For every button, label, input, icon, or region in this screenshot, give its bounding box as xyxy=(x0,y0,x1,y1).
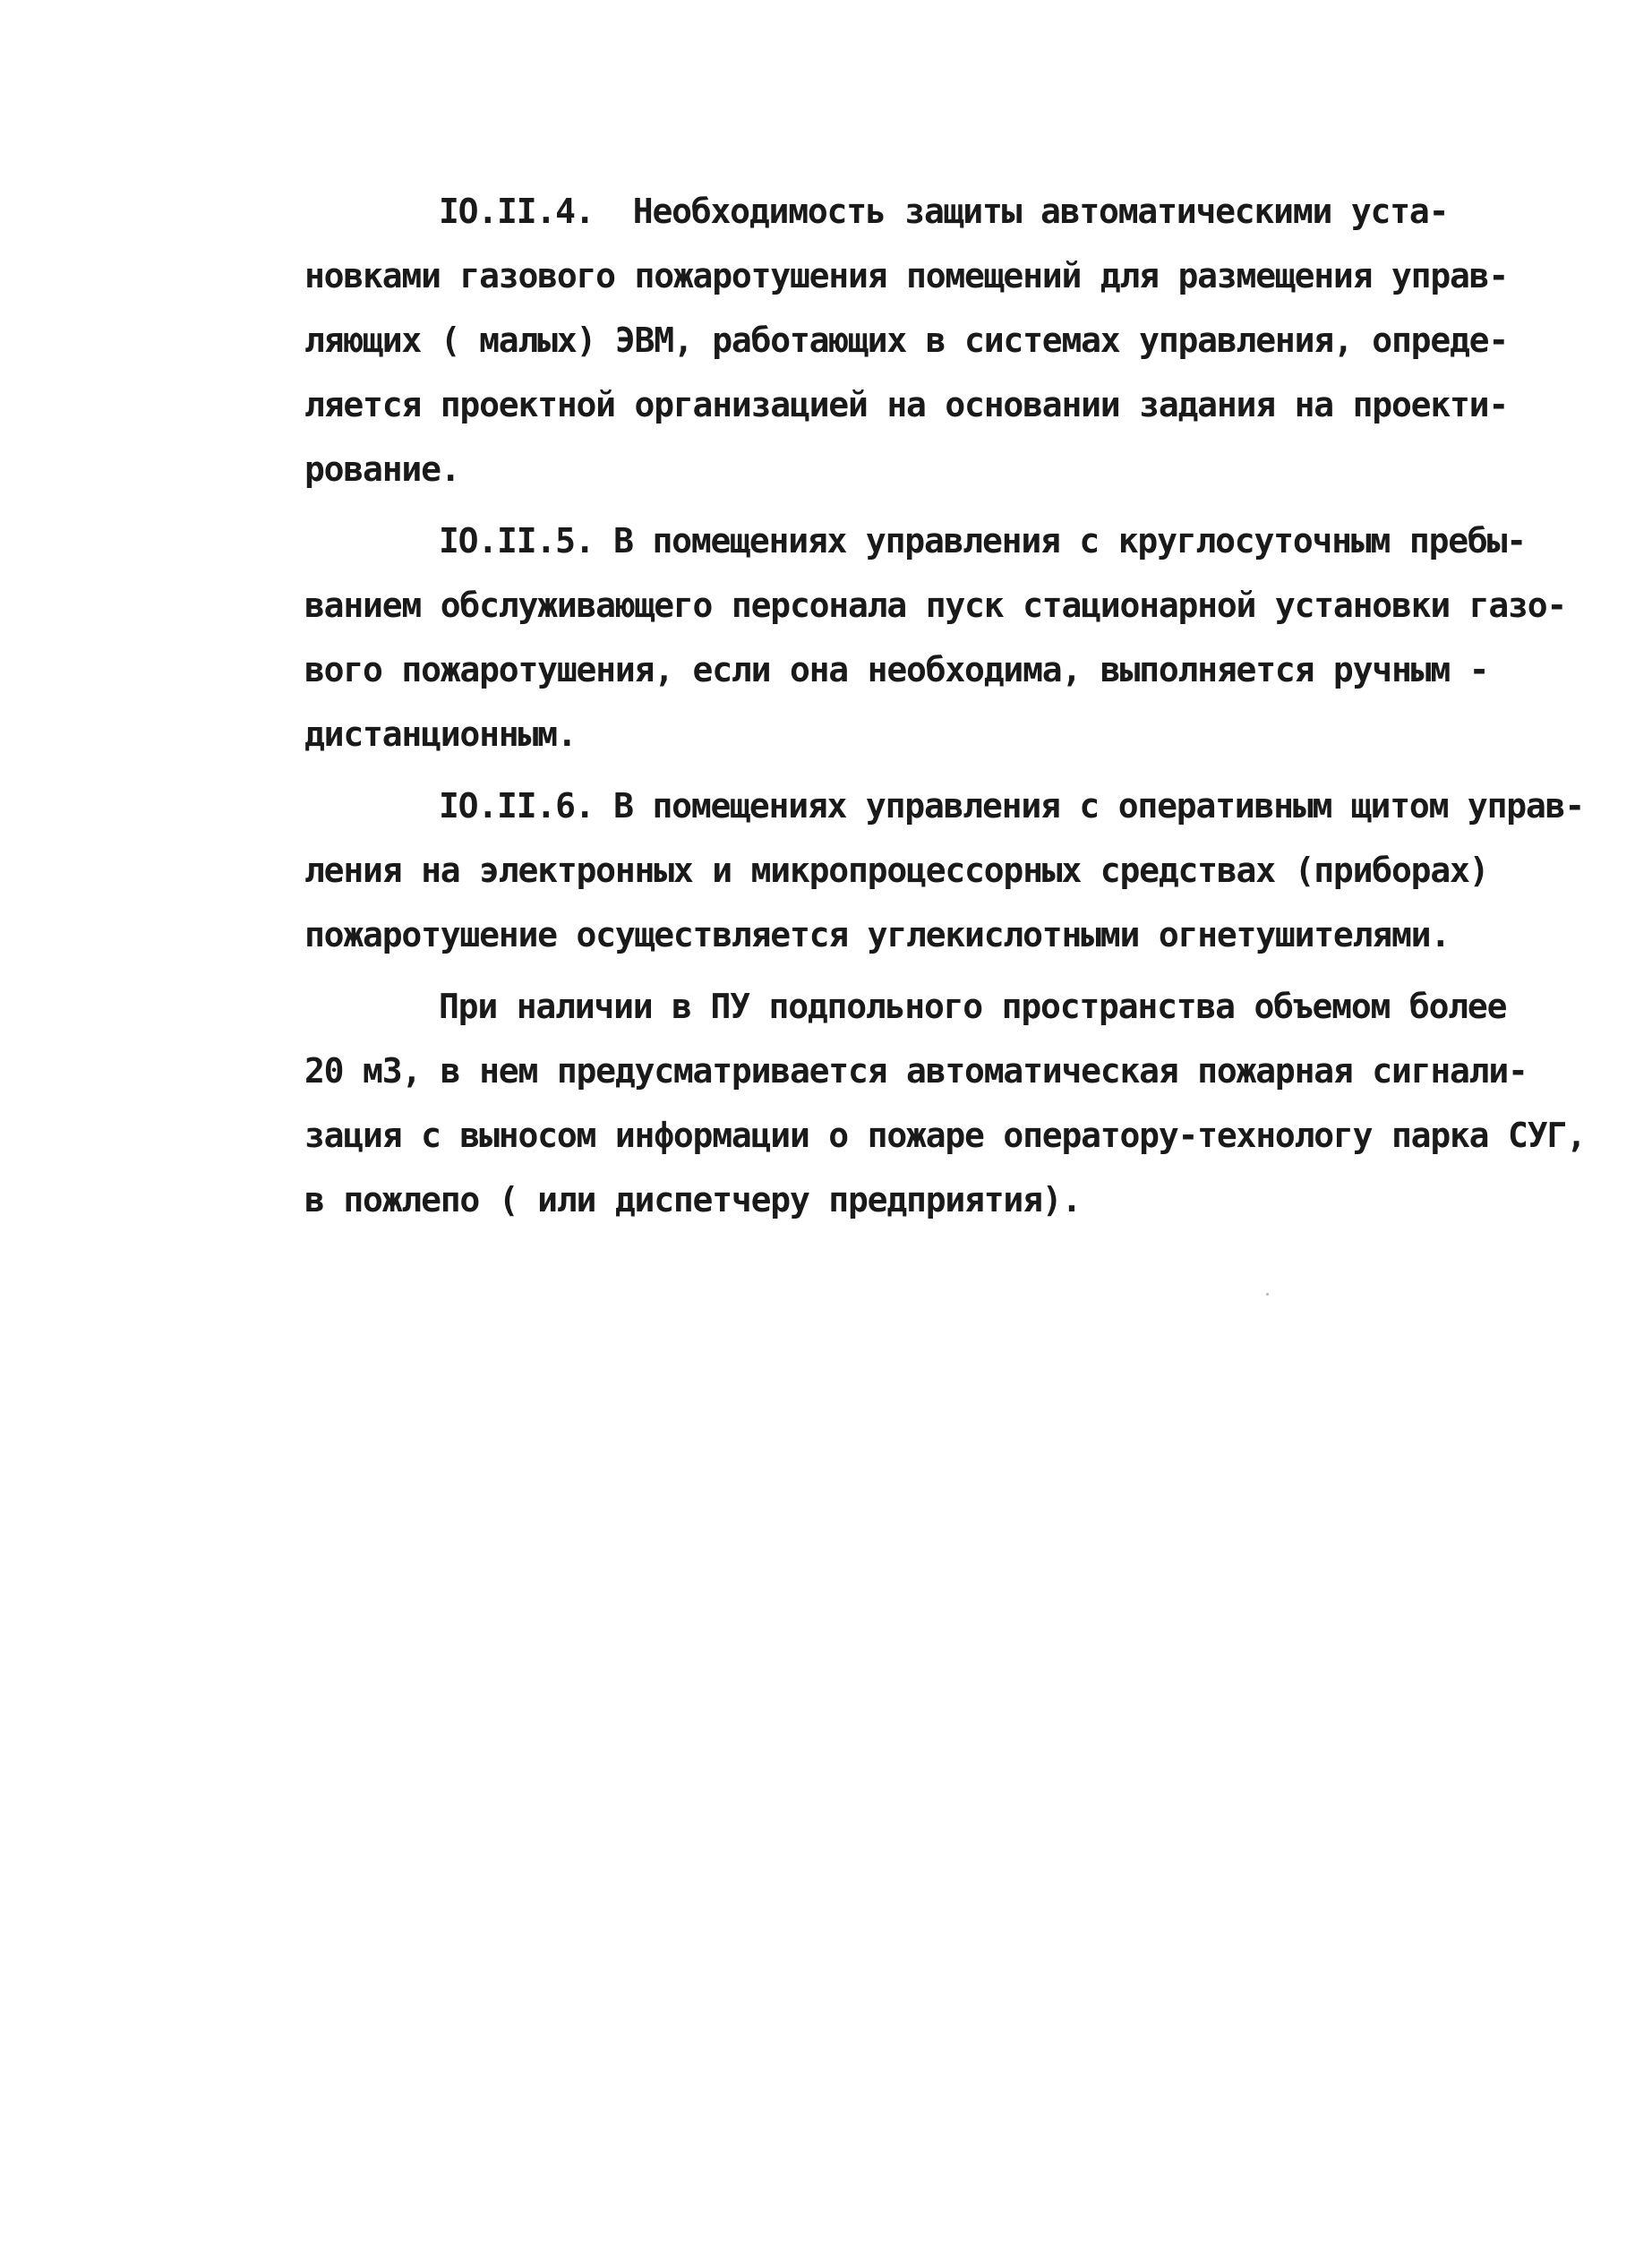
text-line: 20 м3, в нем предусматривается автоматическая пожарная сигнали- xyxy=(304,1051,1528,1091)
paragraph-10-11-6 xyxy=(304,774,1603,967)
text-line: рование. xyxy=(304,449,460,489)
text-line: ванием обслуживающего персонала пуск стационарной установки газо- xyxy=(304,586,1567,625)
text-line: IO.II.6. В помещениях управления с оперативным щитом управ- xyxy=(439,786,1584,826)
text-line: дистанционным. xyxy=(304,715,577,754)
text-line: IO.II.5. В помещениях управления с круглосуточным пребы- xyxy=(439,521,1526,560)
text-line: IO.II.4. Необходимость защиты автоматическими уста- xyxy=(439,192,1449,231)
text-line: При наличии в ПУ подпольного пространства объемом более xyxy=(439,987,1507,1026)
paragraph-10-11-5 xyxy=(304,509,1603,766)
text-line: в пожлепо ( или диспетчеру предприятия). xyxy=(304,1180,1082,1219)
text-line: новками газового пожаротушения помещений для размещения управ- xyxy=(304,256,1509,295)
text-line: зация с выносом информации о пожаре оператору-технологу парка СУГ, xyxy=(304,1116,1586,1155)
text-line: пожаротушение осуществляется углекислотными огнетушителями. xyxy=(304,915,1450,954)
paragraph-underfloor-space xyxy=(304,974,1603,1232)
document-body xyxy=(304,179,1603,1232)
text-line: ления на электронных и микропроцессорных средствах (приборах) xyxy=(304,851,1489,890)
text-line: ляется проектной организацией на основании задания на проекти- xyxy=(304,385,1509,424)
text-line: ляющих ( малых) ЭВМ, работающих в системах управления, опреде- xyxy=(304,321,1509,360)
scan-speck xyxy=(1266,1293,1269,1296)
paragraph-10-11-4 xyxy=(304,179,1603,501)
text-line: вого пожаротушения, если она необходима, выполняется ручным - xyxy=(304,650,1489,689)
